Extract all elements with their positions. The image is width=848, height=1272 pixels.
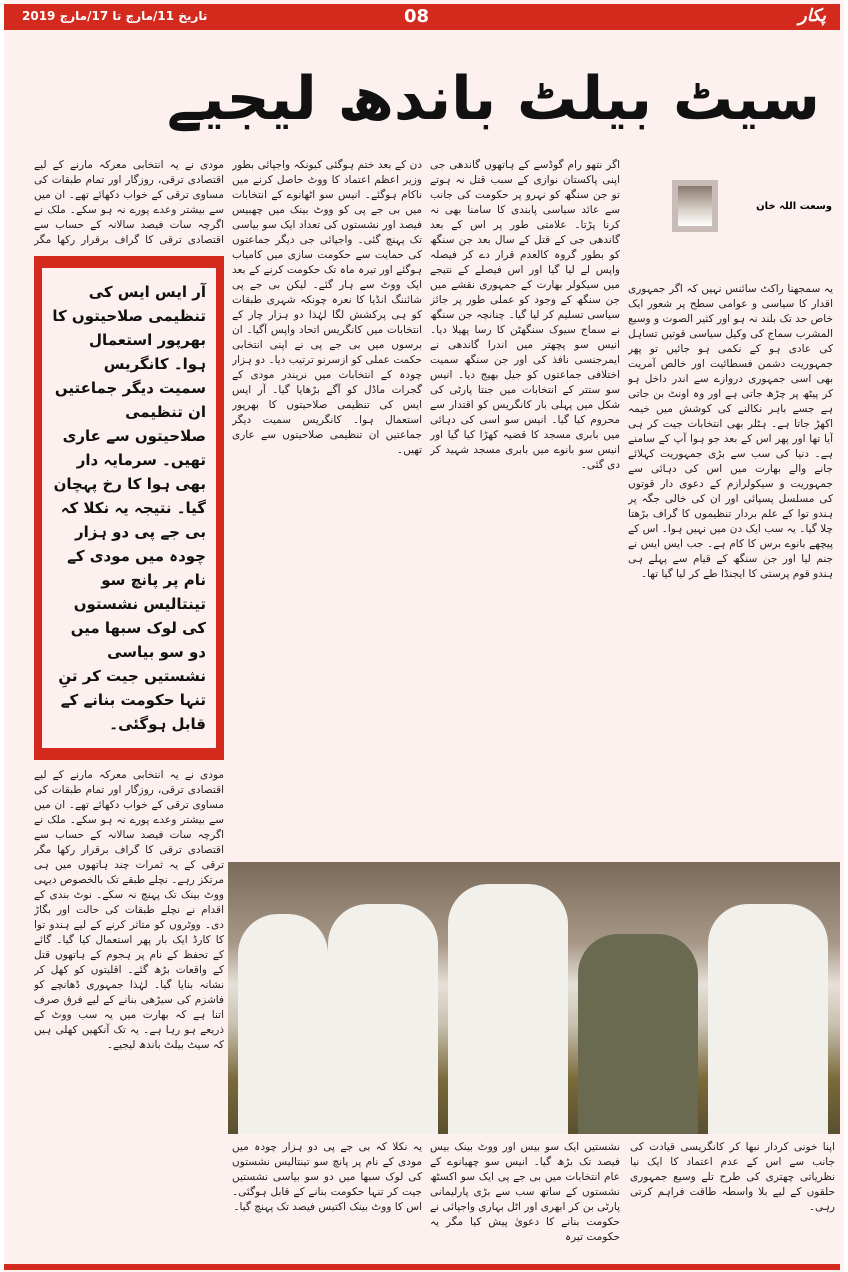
article-photo [228,862,840,1134]
photo-person [448,884,568,1134]
article-column-4-top: مودی نے یہ انتخابی معرکہ مارنے کے لیے اقتصادی ترقی، روزگار اور تمام طبقات کی مساوی ترقی کے خواب دکھائے تھے۔ ان میں سے بیشتر وعدے پورے نہ ہو سکے۔ ملک نے اگرچہ سات فیصد سالانہ کے حساب سے اقتصادی ترقی کا گراف برقرار رکھا مگر [34,159,224,246]
photo-person [578,934,698,1134]
author-photo [672,180,718,232]
page-number: 08 [404,6,430,27]
article-column-2: اگر نتھو رام گوڈسے کے ہاتھوں گاندھی جی اپنی پاکستان نوازی کے سبب قتل نہ ہوتے تو جن سنگھ کو نہرو پر حکومت کی جانب سے عائد سیاسی پابندی کا سامنا بھی نہ کرنا پڑتا۔ علامتی طور پر اس کے بعد گاندھی جی کے قتل کے سال بعد جن سنگھ کو بطور گروہ کالعدم قرار دے کر فیصلہ واپس لے لیا گیا اور اس فیصلے کے نتیجے میں سیکولر بھارت کے جمہوری نقشے میں جن سنگھ کے وجود کو عملی طور پر جائز سیاسی تسلیم کر لیا گیا۔ چنانچہ جن سنگھ نے سماج سیوک سنگھٹن کا رسا پھیلا دیا۔ انیس سو پچھتر میں اندرا گاندھی نے ایمرجنسی نافذ کی اور جن سنگھ سمیت اختلافی جماعتوں کو جیل بھیج دیا۔ انیس سو ستتر کے انتخابات میں جنتا پارٹی کی شکل میں پہلی بار کانگریس کو اقتدار سے محروم کیا گیا۔ انیس سو اسی کی دہائی میں بابری مسجد کا قضیہ کھڑا کیا گیا اور انیس سو بانوے میں بابری مسجد شہید کر دی گئی۔ [430,159,620,471]
left-column [34,158,224,1260]
author-name: وسعت اللہ خان [756,201,832,212]
bottom-column-2: نشستیں ایک سو بیس اور ووٹ بینک بیس فیصد تک بڑھ گیا۔ انیس سو چھیانوے کے عام انتخابات میں بی جے پی ایک سو اکسٹھ نشستوں کے ساتھ سب سے بڑی پارلیمانی پارٹی بن کر ابھری اور اٹل بہاری واجپائی نے حکومت بنانے کا دعویٰ پیش کیا مگر یہ حکومت تیرہ [430,1141,620,1243]
article-headline: سیٹ بیلٹ باندھ لیجیے [166,64,820,134]
page-header [4,4,840,30]
photo-person [708,904,828,1134]
bottom-column-1: اپنا خونی کردار نبھا کر کانگریسی قیادت کی جانب سے اس کے عدم اعتماد کا ایک نیا نظریاتی چھتری کی طرح تلے وسیع جمہوری حلقوں کے لیے بلا واسطہ طاقت فراہم کرتی رہی۔ [630,1141,835,1213]
issue-date: تاریخ 11/مارچ تا 17/مارچ 2019 [22,9,208,23]
page-footer-bar [4,1264,840,1270]
article-column-3: دن کے بعد ختم ہوگئی کیونکہ واجپائی بطور وزیر اعظم اعتماد کا ووٹ حاصل کرنے میں ناکام ہوگئے۔ انیس سو اٹھانوے کے انتخابات میں بی جے پی کو ووٹ بینک میں چھبیس فیصد اور نشستوں کی تعداد ایک سو بیاسی تک پہنچ گئی۔ واجپائی جی دیگر جماعتوں کی حمایت سے حکومت سازی میں کامیاب ہوگئے اور تیرہ ماہ تک حکومت کرنے کے بعد ایک ووٹ سے ہار گئے۔ لیکن بی جے پی شائننگ انڈیا کا نعرہ چونکہ شہری طبقات کو ہی پرکشش لگا لہٰذا دو ہزار چار کے انتخابات میں کانگریس اتحاد واپس آگیا۔ ان برسوں میں بی جے پی نے اپنی انتخابی حکمت عملی کو ازسرنو ترتیب دیا۔ دو ہزار چودہ کے انتخابات میں نریندر مودی کے گجرات ماڈل کو آگے بڑھایا گیا۔ آر ایس ایس کی تنظیمی صلاحیتوں کا بھرپور استعمال ہوا۔ کانگریس سمیت دیگر جماعتیں ان تنظیمی صلاحیتوں سے عاری تھیں۔ [232,159,422,456]
pull-quote-text: آر ایس ایس کی تنظیمی صلاحیتوں کا بھرپور استعمال ہوا۔ کانگریس سمیت دیگر جماعتیں ان تنظیمی صلاحیتوں سے عاری تھیں۔ سرمایہ دار بھی ہوا کا رخ پہچان گیا۔ نتیجہ یہ نکلا کہ بی جے پی دو ہزار چودہ میں مودی کے نام پر پانچ سو تینتالیس نشستوں کی لوک سبھا میں دو سو بیاسی نشستیں جیت کر تنِ تنہا حکومت بنانے کے قابل ہوگئی۔ [42,268,216,748]
photo-person [238,914,328,1134]
pull-quote-box [34,256,224,760]
photo-person [328,904,438,1134]
bottom-column-3: یہ نکلا کہ بی جے پی دو ہزار چودہ میں مودی کے نام پر پانچ سو تینتالیس نشستوں کی لوک سبھا میں دو سو بیاسی نشستیں جیت کر تنہا حکومت بنانے کے قابل ہوگئی۔ اس کا ووٹ بینک اکتیس فیصد تک پہنچ گیا۔ [232,1141,422,1213]
newspaper-logo: پکار [798,6,826,26]
article-column-1: یہ سمجھنا راکٹ سائنس نہیں کہ اگر جمہوری اقدار کا سیاسی و عوامی سطح پر شعور ایک خاص حد تک بلند نہ ہو اور کثیر الصوت و وسیع المشرب سماج کی وکیل سیاسی قوتیں تساہل کی عادی ہو کے نکمی ہو جائیں تو پھر جمہوریت دشمن فسطائیت اور خالص آمریت بھی اسی جمہوری دروازے سے اندر داخل ہو کر پیٹھ پر چڑھ جاتی ہے اور وہ اونٹ بن جاتی ہے جسے باہر نکالنے کی کوشش میں خیمہ اکھڑ جاتا ہے۔ ہٹلر بھی انتخابات جیت کر ہی آیا تھا اور پھر اس کے بعد جو ہوا آپ کے سامنے ہے۔ دنیا کی سب سے بڑی جمہوریت کہلائے جانے والے بھارت میں اس کی دہائی سے جمہوریت و سیکولرازم کے دعوی دار قوتوں کی مسلسل پسپائی اور ان کی خالی جگہ پر ہندو توا کے علم بردار تنظیموں کا گراف بڑھتا چلا گیا۔ یہ سب ایک دن میں نہیں ہوا۔ اس کے پیچھے بانوے برس کا کام ہے۔ جب ایس ایس نے جنم لیا اور جن سنگھ کے قیام سے پہلے ہی ہندو قوم پرستی کا ایجنڈا طے کر لیا گیا تھا۔ [628,283,833,580]
article-column-4: مودی نے یہ انتخابی معرکہ مارنے کے لیے اقتصادی ترقی، روزگار اور تمام طبقات کی مساوی ترقی کے خواب دکھائے تھے۔ ان میں سے بیشتر وعدے پورے نہ ہو سکے۔ ملک نے اگرچہ سات فیصد سالانہ کے حساب سے اقتصادی ترقی کا گراف برقرار رکھا مگر ترقی کے یہ ثمرات چند ہاتھوں میں ہی مرتکز رہے۔ نچلے طبقے تک بالخصوص دیہی ووٹ بینک تک پہنچ نہ سکے۔ نوٹ بندی کے اقدام نے نچلے طبقات کی حالت اور بگاڑ دی۔ ووٹروں کو متاثر کرنے کے لیے ہندو توا کا کارڈ ایک بار پھر استعمال کیا گیا۔ گائے کے تحفظ کے نام پر ہجوم کے ہاتھوں قتل کے واقعات بڑھ گئے۔ اقلیتوں کو کھل کر نشانہ بنایا گیا۔ لہٰذا جمہوری ڈھانچے کو فاشزم کی سیڑھی بنانے کے لیے فرق صرف اتنا ہے کہ بھارت میں یہ سب ووٹ کے ذریعے ہو رہا ہے۔ یہ تک آنکھیں کھلی ہیں کہ سیٹ بیلٹ باندھ لیجیے۔ [34,769,224,1051]
